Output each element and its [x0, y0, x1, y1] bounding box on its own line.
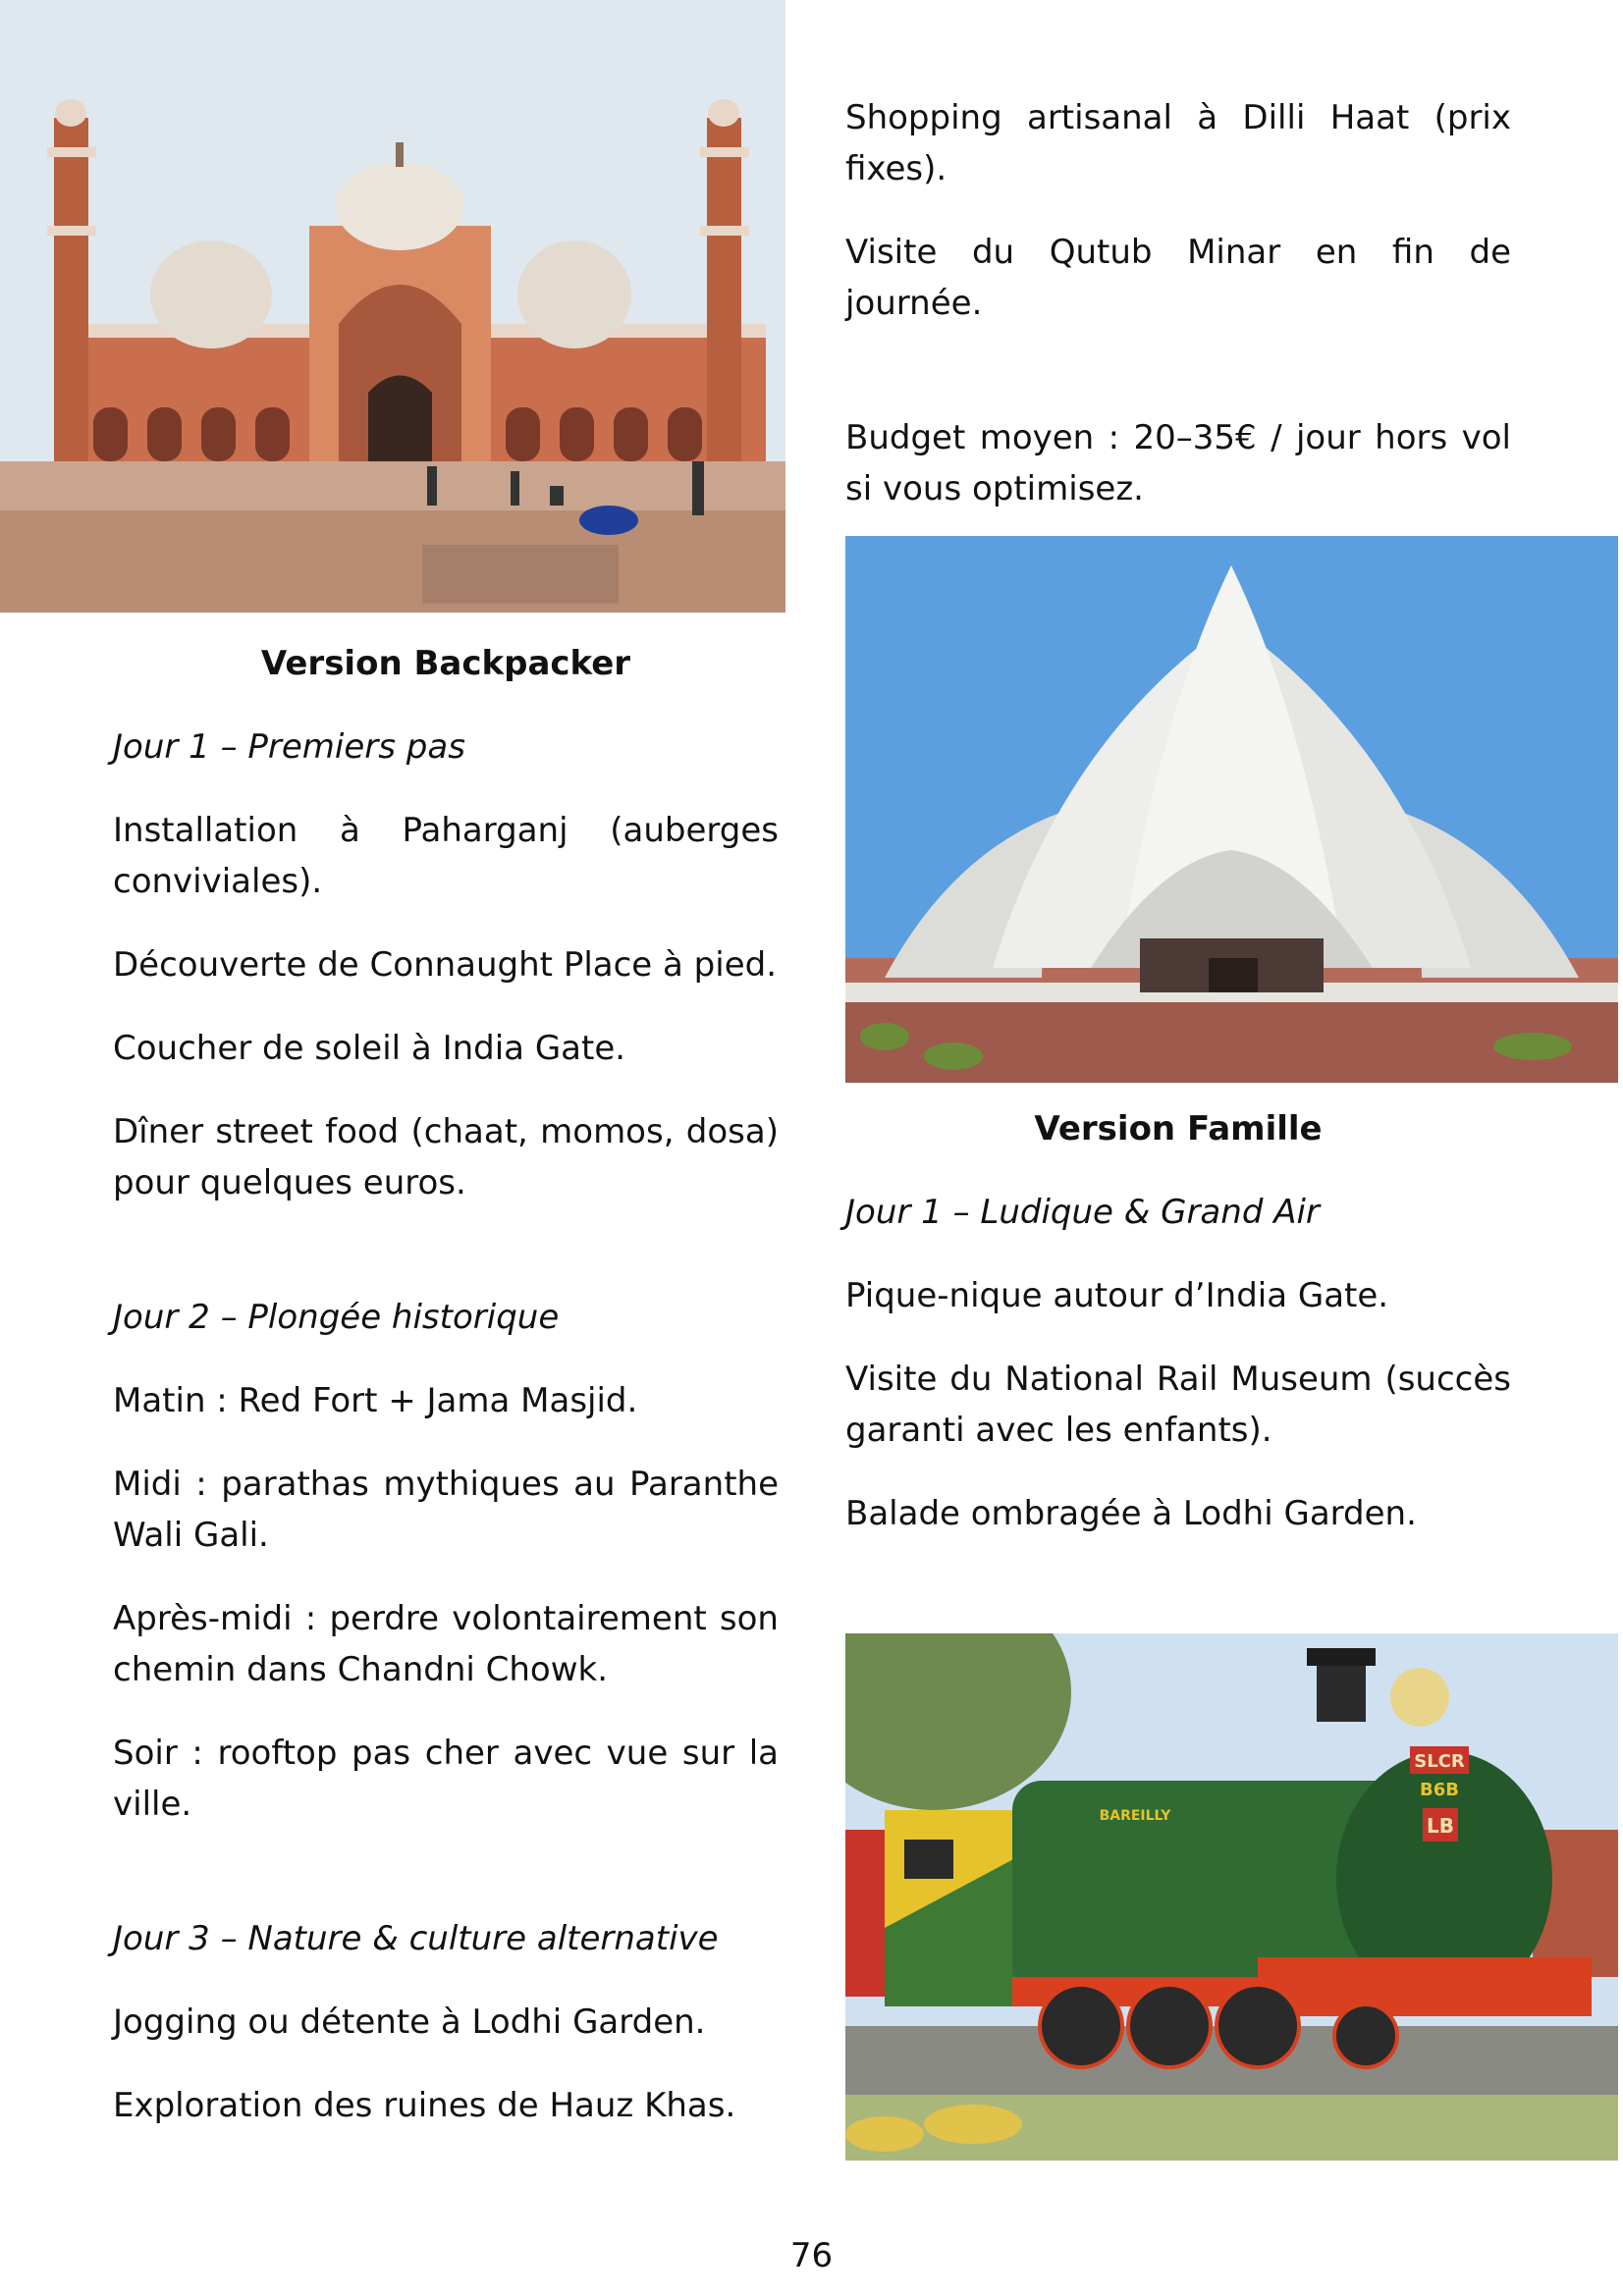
jama-masjid-photo: [0, 0, 785, 613]
list-item: Matin : Red Fort + Jama Masjid.: [113, 1381, 638, 1420]
budget-text: Budget moyen : 20–35€ / jour hors vol si vous optimisez.: [845, 418, 1511, 508]
list-item: Midi : parathas mythiques au Paranthe Wali Gali.: [113, 1465, 779, 1555]
list-item: Après-midi : perdre volontairement son chemin dans Chandni Chowk.: [113, 1599, 779, 1689]
list-item: Installation à Paharganj (auberges conviviales).: [113, 811, 779, 901]
famille-day1-title: Jour 1 – Ludique & Grand Air: [845, 1193, 1320, 1232]
svg-text:LB: LB: [1427, 1814, 1454, 1838]
right-top-text: [845, 92, 1511, 547]
dilli-haat-text: Shopping artisanal à Dilli Haat (prix fixes).: [845, 98, 1511, 188]
list-item: Visite du National Rail Museum (succès garanti avec les enfants).: [845, 1360, 1511, 1450]
qutub-minar-text: Visite du Qutub Minar en fin de journée.: [845, 233, 1511, 323]
svg-text:SLCR: SLCR: [1414, 1751, 1465, 1772]
steam-locomotive-photo-icon: [845, 1633, 1618, 2161]
list-item: Balade ombragée à Lodhi Garden.: [845, 1494, 1417, 1533]
list-item: Dîner street food (chaat, momos, dosa) pour quelques euros.: [113, 1112, 779, 1202]
day3-title: Jour 3 – Nature & culture alternative: [113, 1919, 719, 1958]
page-number: 76: [789, 2236, 834, 2275]
steam-locomotive-photo: [845, 1633, 1618, 2161]
lotus-temple-photo: [845, 536, 1618, 1083]
svg-text:BAREILLY: BAREILLY: [1099, 1808, 1171, 1824]
list-item: Soir : rooftop pas cher avec vue sur la ville.: [113, 1734, 779, 1824]
famille-heading: Version Famille: [1034, 1109, 1323, 1148]
backpacker-section: [113, 638, 779, 2163]
day2-title: Jour 2 – Plongée historique: [113, 1298, 560, 1337]
famille-section: [845, 1103, 1511, 1572]
list-item: Découverte de Connaught Place à pied.: [113, 945, 777, 985]
list-item: Jogging ou détente à Lodhi Garden.: [113, 2002, 706, 2042]
list-item: Exploration des ruines de Hauz Khas.: [113, 2086, 736, 2125]
list-item: Pique-nique autour d’India Gate.: [845, 1276, 1389, 1315]
mosque-photo-icon: [0, 0, 785, 613]
lotus-temple-photo-icon: [845, 536, 1618, 1083]
day1-title: Jour 1 – Premiers pas: [113, 727, 465, 767]
svg-text:B6B: B6B: [1420, 1780, 1459, 1800]
backpacker-heading: Version Backpacker: [260, 644, 631, 683]
list-item: Coucher de soleil à India Gate.: [113, 1029, 626, 1068]
